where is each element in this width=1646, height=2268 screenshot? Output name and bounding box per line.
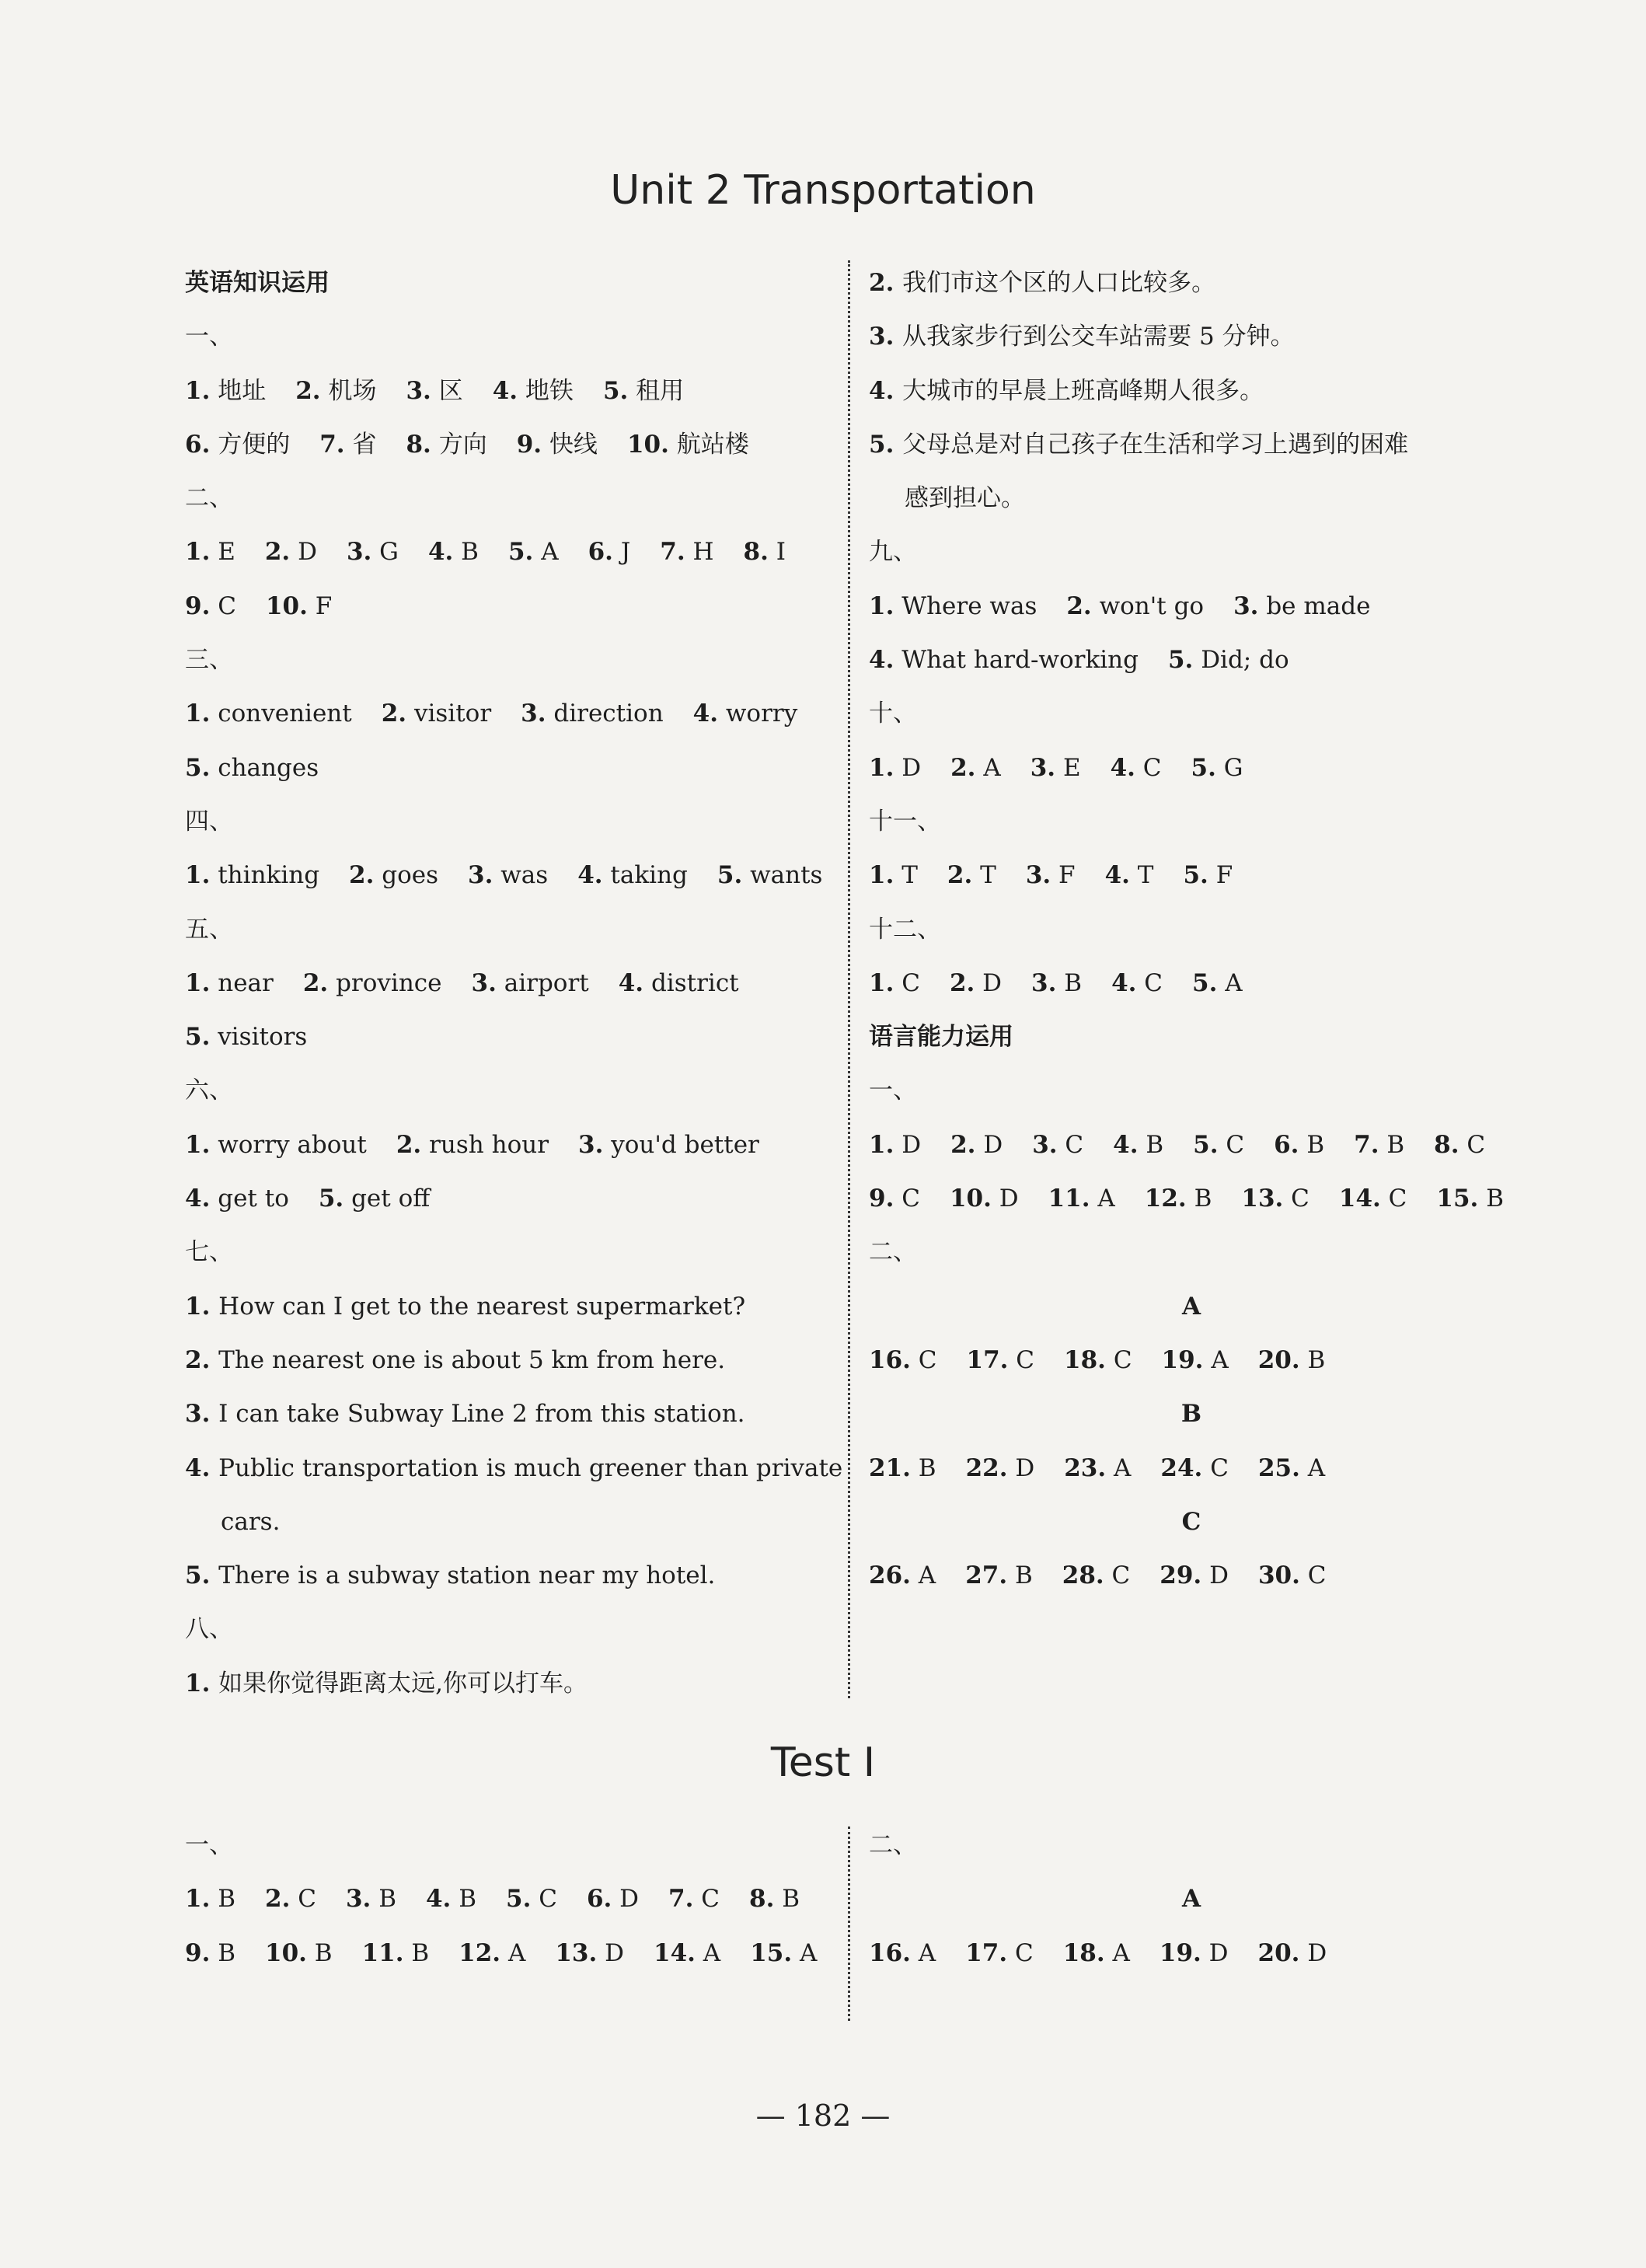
answer-item: 1. Where was xyxy=(869,591,1037,620)
answer-row xyxy=(869,957,1514,1010)
answer-row xyxy=(869,1172,1514,1226)
answer-item: 20. D xyxy=(1257,1938,1327,1967)
answer-item: 28. C xyxy=(1062,1561,1131,1590)
answer-item: 3. was xyxy=(468,861,549,890)
section-number: 四、 xyxy=(185,807,233,836)
answer-row xyxy=(185,365,830,418)
answer-item: 3. airport xyxy=(471,968,589,997)
section-number: 九、 xyxy=(869,538,917,567)
answer-item: 9. 快线 xyxy=(516,430,598,459)
answer-item: 5. Did; do xyxy=(1167,646,1289,675)
answer-item: 1. near xyxy=(185,968,274,997)
section-number: 二、 xyxy=(869,1238,917,1267)
answer-item: 7. H xyxy=(660,538,714,567)
answer-item: 30. C xyxy=(1257,1561,1327,1590)
answer-item: 10. 航站楼 xyxy=(626,430,749,459)
answer-item: 16. A xyxy=(869,1938,936,1967)
answer-row xyxy=(185,580,830,633)
answer-item: 14. A xyxy=(654,1938,721,1967)
answer-item: 9. C xyxy=(869,1185,920,1213)
answer-item: 3. B xyxy=(345,1885,396,1914)
answer-item: 2. goes xyxy=(349,861,439,890)
answer-item: 5. get off xyxy=(318,1185,431,1213)
answer-item: 7. C xyxy=(668,1885,720,1914)
answer-sentence: 1. How can I get to the nearest supermarket? xyxy=(185,1292,746,1321)
answer-item: 19. D xyxy=(1159,1938,1229,1967)
answer-item: 15. B xyxy=(1436,1185,1504,1213)
answer-item: 1. D xyxy=(869,753,922,782)
answer-item: 5. C xyxy=(506,1885,557,1914)
test-left-column xyxy=(185,1819,830,1980)
answer-item: 1. T xyxy=(869,861,918,890)
answer-row xyxy=(185,1118,830,1172)
left-column xyxy=(185,256,843,1711)
answer-item: 4. district xyxy=(618,968,739,997)
answer-item: 4. B xyxy=(1113,1130,1164,1159)
answer-item: 24. C xyxy=(1160,1453,1229,1482)
answer-item: 1. B xyxy=(185,1885,236,1914)
answer-item: 21. B xyxy=(869,1453,936,1482)
answer-item: 4. worry xyxy=(692,700,798,728)
answer-item: 5. A xyxy=(1192,968,1243,997)
answer-item: 11. B xyxy=(361,1938,430,1967)
section-number: 七、 xyxy=(185,1238,233,1267)
answer-item: 12. A xyxy=(459,1938,526,1967)
answer-item: 17. C xyxy=(965,1938,1034,1967)
answer-item: 1. E xyxy=(185,538,235,567)
answer-item: 23. A xyxy=(1064,1453,1132,1482)
answer-row xyxy=(185,957,830,1010)
answer-sentence: 4. Public transportation is much greener than private xyxy=(185,1453,843,1482)
answer-item: 13. D xyxy=(555,1938,625,1967)
answer-item: 2. A xyxy=(950,753,1001,782)
answer-item: 5. visitors xyxy=(185,1023,308,1052)
answer-row xyxy=(869,1334,1514,1387)
right-column xyxy=(869,256,1514,1603)
answer-row xyxy=(185,741,830,795)
answer-item: 27. B xyxy=(965,1561,1033,1590)
section-number: 六、 xyxy=(185,1076,233,1105)
answer-item: 16. C xyxy=(869,1345,937,1374)
answer-item: 2. province xyxy=(302,968,442,997)
answer-sentence: 1. 如果你觉得距离太远,你可以打车。 xyxy=(185,1669,588,1698)
answer-item: 26. A xyxy=(869,1561,936,1590)
answer-item: 2. won't go xyxy=(1066,591,1205,620)
answer-item: 3. you'd better xyxy=(578,1130,759,1159)
answer-row xyxy=(185,1927,830,1980)
answer-item: 1. convenient xyxy=(185,700,352,728)
answer-item: 4. B xyxy=(427,538,479,567)
passage-label: C xyxy=(1181,1507,1201,1536)
answer-item: 2. C xyxy=(265,1885,316,1914)
answer-item: 1. D xyxy=(869,1130,922,1159)
answer-row xyxy=(869,580,1514,633)
test-column-divider xyxy=(848,1827,850,2021)
answer-item: 3. 区 xyxy=(406,376,463,405)
answer-item: 1. worry about xyxy=(185,1130,367,1159)
answer-item: 4. C xyxy=(1110,753,1162,782)
section-number: 二、 xyxy=(869,1831,917,1859)
test-title: Test Ⅰ xyxy=(770,1739,876,1786)
answer-item: 8. 方向 xyxy=(406,430,487,459)
answer-item: 3. C xyxy=(1032,1130,1084,1159)
answer-item: 9. C xyxy=(185,591,236,620)
answer-item: 2. D xyxy=(950,1130,1003,1159)
answer-item: 7. 省 xyxy=(319,430,377,459)
section-heading: 语言能力运用 xyxy=(869,1023,1013,1052)
answer-item: 3. B xyxy=(1031,968,1083,997)
answer-item: 5. wants xyxy=(717,861,823,890)
answer-item: 4. T xyxy=(1104,861,1154,890)
answer-item: 5. changes xyxy=(185,753,319,782)
section-number: 十二、 xyxy=(869,915,941,944)
answer-item: 2. T xyxy=(947,861,996,890)
answer-item: 10. D xyxy=(949,1185,1019,1213)
answer-row xyxy=(185,1010,830,1064)
answer-item: 6. J xyxy=(588,538,631,567)
answer-row xyxy=(185,1872,830,1926)
page-number: — 182 — xyxy=(755,2099,891,2133)
answer-item: 3. be made xyxy=(1233,591,1371,620)
passage-label: B xyxy=(1180,1400,1202,1429)
answer-item: 11. A xyxy=(1048,1185,1115,1213)
answer-item: 18. A xyxy=(1062,1938,1130,1967)
answer-item: 13. C xyxy=(1241,1185,1309,1213)
answer-item: 1. 地址 xyxy=(185,376,267,405)
passage-label: A xyxy=(1181,1292,1201,1321)
answer-item: 7. B xyxy=(1354,1130,1405,1159)
answer-item: 5. A xyxy=(507,538,559,567)
answer-item: 17. C xyxy=(966,1345,1035,1374)
answer-item: 1. C xyxy=(869,968,920,997)
answer-item: 14. C xyxy=(1338,1185,1407,1213)
answer-item: 5. G xyxy=(1191,753,1243,782)
answer-row xyxy=(185,418,830,472)
answer-item: 8. B xyxy=(749,1885,800,1914)
answer-item: 2. 机场 xyxy=(295,376,377,405)
section-number: 二、 xyxy=(185,484,233,513)
answer-item: 2. visitor xyxy=(381,700,492,728)
answer-item: 3. direction xyxy=(521,700,664,728)
answer-item: 10. B xyxy=(265,1938,333,1967)
answer-item: 5. C xyxy=(1193,1130,1245,1159)
answer-row xyxy=(185,687,830,741)
answer-item: 6. B xyxy=(1274,1130,1325,1159)
answer-item: 20. B xyxy=(1257,1345,1326,1374)
answer-item: 12. B xyxy=(1144,1185,1212,1213)
answer-row xyxy=(869,849,1514,902)
answer-sentence-continuation: cars. xyxy=(221,1507,281,1536)
answer-row xyxy=(869,1927,1514,1980)
answer-row xyxy=(185,525,830,579)
answer-sentence: 2. 我们市这个区的人口比较多。 xyxy=(869,269,1216,297)
answer-item: 6. 方便的 xyxy=(185,430,291,459)
answer-item: 2. rush hour xyxy=(396,1130,549,1159)
section-heading: 英语知识运用 xyxy=(185,269,330,297)
answer-item: 18. C xyxy=(1064,1345,1132,1374)
answer-row xyxy=(869,1442,1514,1495)
answer-item: 3. G xyxy=(346,538,399,567)
section-number: 三、 xyxy=(185,646,233,675)
answer-row xyxy=(869,741,1514,795)
answer-item: 19. A xyxy=(1161,1345,1229,1374)
answer-sentence-continuation: 感到担心。 xyxy=(905,484,1025,513)
answer-item: 29. D xyxy=(1160,1561,1229,1590)
test-right-column xyxy=(869,1819,1514,1980)
column-divider xyxy=(848,260,850,1698)
answer-item: 9. B xyxy=(185,1938,236,1967)
answer-item: 4. get to xyxy=(185,1185,289,1213)
answer-item: 2. D xyxy=(264,538,317,567)
section-number: 八、 xyxy=(185,1615,233,1644)
answer-row xyxy=(869,1118,1514,1172)
section-number: 十一、 xyxy=(869,807,941,836)
answer-item: 5. 租用 xyxy=(602,376,685,405)
answer-item: 4. B xyxy=(425,1885,476,1914)
answer-sentence: 3. 从我家步行到公交车站需要 5 分钟。 xyxy=(869,323,1295,351)
section-number: 一、 xyxy=(185,1831,233,1859)
section-number: 五、 xyxy=(185,915,233,944)
passage-label: A xyxy=(1181,1885,1201,1914)
answer-item: 8. C xyxy=(1434,1130,1486,1159)
answer-item: 4. 地铁 xyxy=(492,376,574,405)
answer-item: 5. F xyxy=(1183,861,1233,890)
answer-item: 22. D xyxy=(965,1453,1035,1482)
answer-sentence: 2. The nearest one is about 5 km from here. xyxy=(185,1345,726,1374)
answer-row xyxy=(185,1172,830,1226)
answer-row xyxy=(869,633,1514,687)
section-number: 一、 xyxy=(185,323,233,351)
answer-row xyxy=(869,1549,1514,1603)
answer-item: 8. I xyxy=(743,538,786,567)
answer-item: 15. A xyxy=(750,1938,818,1967)
section-number: 一、 xyxy=(869,1076,917,1105)
answer-sentence: 4. 大城市的早晨上班高峰期人很多。 xyxy=(869,376,1264,405)
answer-item: 3. E xyxy=(1030,753,1081,782)
answer-sentence: 3. I can take Subway Line 2 from this station. xyxy=(185,1400,745,1429)
answer-sentence: 5. 父母总是对自己孩子在生活和学习上遇到的困难 xyxy=(869,430,1409,459)
answer-item: 4. What hard-working xyxy=(869,646,1139,675)
answer-sentence: 5. There is a subway station near my hotel. xyxy=(185,1561,716,1590)
answer-item: 6. D xyxy=(586,1885,640,1914)
answer-item: 25. A xyxy=(1257,1453,1326,1482)
section-number: 十、 xyxy=(869,700,917,728)
answer-row xyxy=(185,849,830,902)
answer-item: 1. thinking xyxy=(185,861,320,890)
answer-item: 3. F xyxy=(1025,861,1076,890)
answer-item: 10. F xyxy=(265,591,333,620)
unit-title: Unit 2 Transportation xyxy=(610,167,1036,214)
answer-item: 4. taking xyxy=(577,861,688,890)
answer-item: 2. D xyxy=(949,968,1003,997)
answer-item: 4. C xyxy=(1111,968,1163,997)
